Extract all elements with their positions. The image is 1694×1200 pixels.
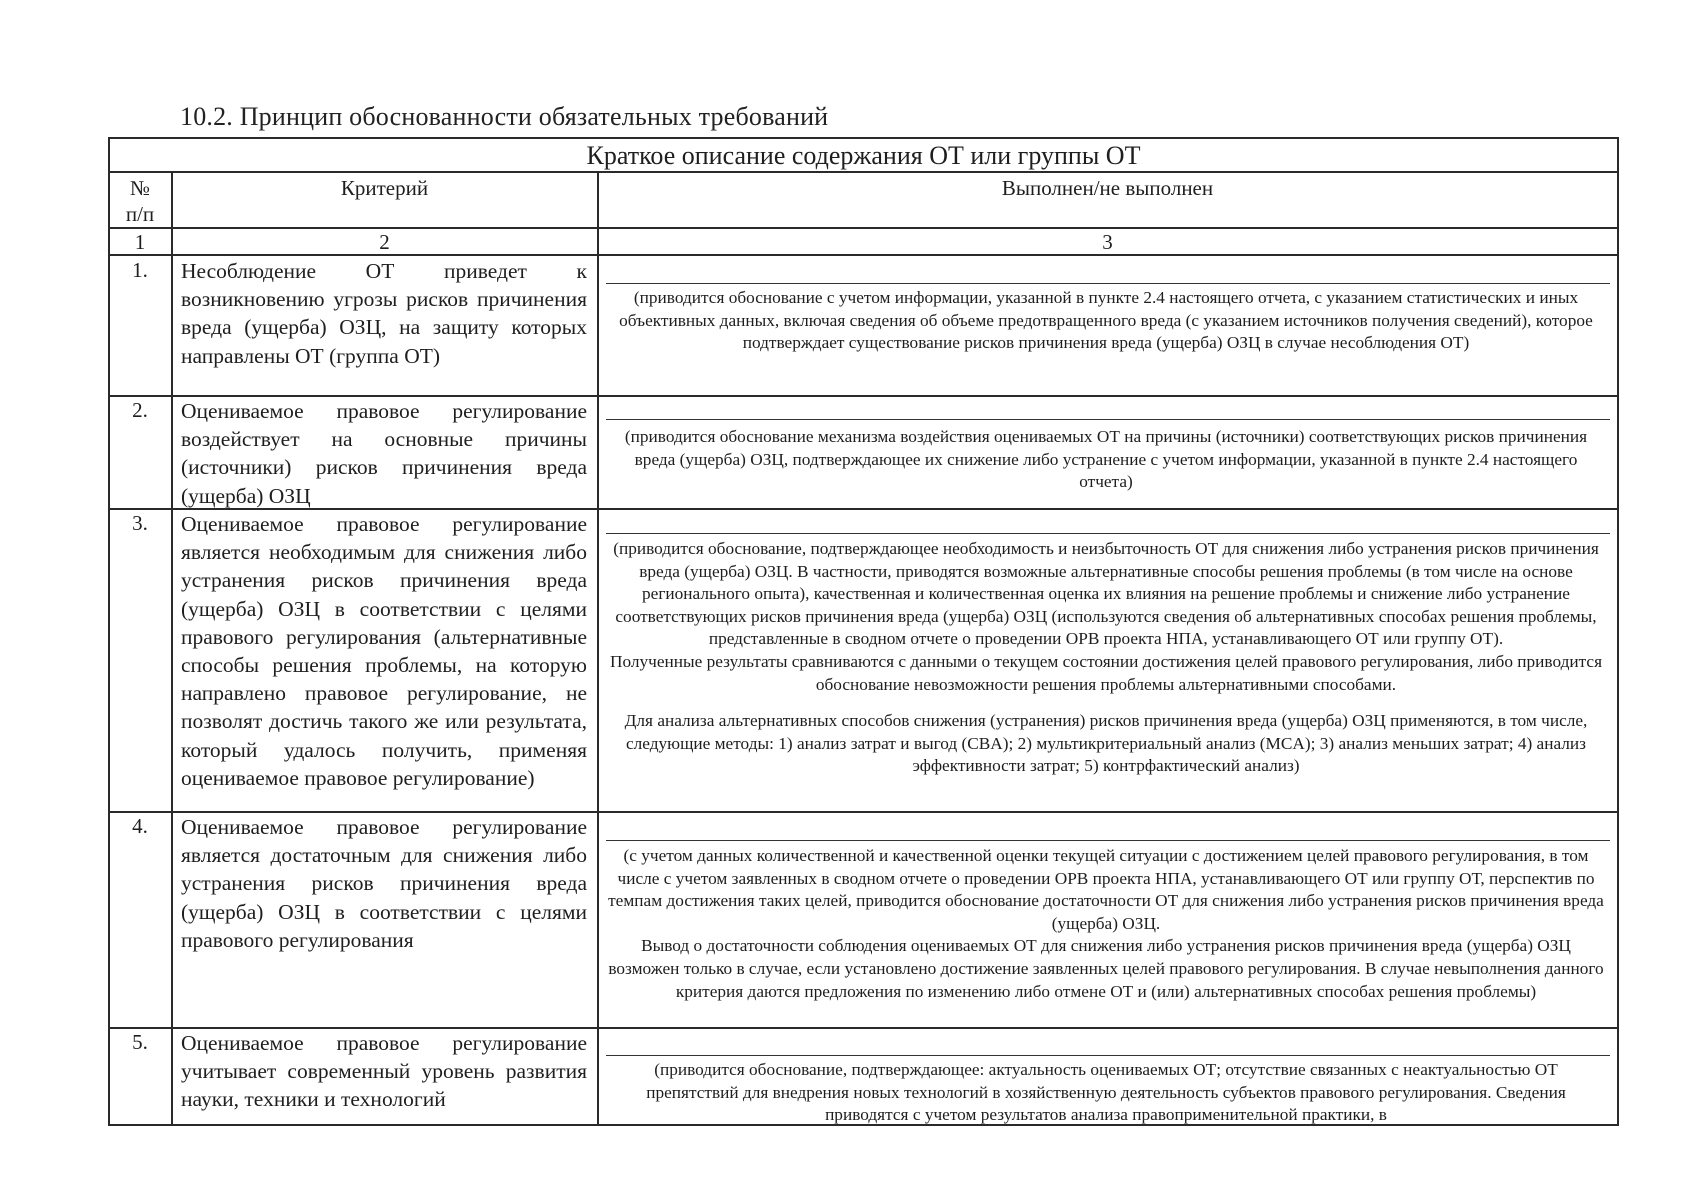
row-number: 2. xyxy=(132,398,148,422)
header-num-line1: № xyxy=(129,176,151,200)
description-paragraph: Для анализа альтернативных способов снижения (устранения) рисков причинения вреда (ущерба) ОЗЦ применяются, в том числе, следующие методы: 1) анализ затрат и выгод (CBA); 2) мультикритериальный анализ (MCA); 3) анализ меньших затрат; 4) анализ эффективности затрат; 5) контрфактический анализ) xyxy=(624,711,1588,776)
row-criterion: Оцениваемое правовое регулирование воздействует на основные причины (источники) рисков причинения вреда (ущерба) ОЗЦ xyxy=(181,399,587,508)
table-title: Краткое описание содержания ОТ или группы ОТ xyxy=(586,141,1141,170)
row-number: 3. xyxy=(132,511,148,535)
col-number-2: 2 xyxy=(379,230,390,254)
row-description xyxy=(606,1059,1606,1127)
row-description xyxy=(606,845,1606,1003)
table-rule xyxy=(597,171,599,1125)
table-rule xyxy=(108,171,1619,173)
col-number-3: 3 xyxy=(1102,230,1113,254)
description-paragraph: (приводится обоснование с учетом информации, указанной в пункте 2.4 настоящего отчета, с указанием статистических и иных объективных данных, включая сведения об объеме предотвращенного вреда (с указанием источников получения сведений), которое подтверждает существование рисков причинения вреда (ущерба) ОЗЦ в случае несоблюдения ОТ) xyxy=(619,288,1593,353)
description-paragraph: (приводится обоснование, подтверждающее: актуальность оцениваемых ОТ; отсутствие связанных с неактуальностью ОТ препятствий для внедрения новых технологий в хозяйственную деятельность субъектов правового регулирования. Сведения приводятся с учетом результатов анализа правоприменительной практики, в xyxy=(646,1060,1566,1125)
table-rule xyxy=(108,137,1619,139)
fill-line xyxy=(606,840,1610,841)
header-num-line2: п/п xyxy=(125,202,155,226)
header-num xyxy=(110,175,170,227)
section-heading: 10.2. Принцип обоснованности обязательных требований xyxy=(180,102,829,131)
description-paragraph: (с учетом данных количественной и качественной оценки текущей ситуации с достижением целей правового регулирования, в том числе с учетом заявленных в сводном отчете о проведении ОРВ проекта НПА, устанавливающего ОТ или группу ОТ, перспектив по темпам достижения таких целей, приводится обоснование достаточности ОТ для снижения либо устранения рисков причинения вреда (ущерба) ОЗЦ. xyxy=(608,846,1604,933)
description-paragraph: Вывод о достаточности соблюдения оцениваемых ОТ для снижения либо устранения рисков причинения вреда (ущерба) ОЗЦ возможен только в случае, если установлено достижение заявленных целей правового регулирования. В случае невыполнения данного критерия даются предложения по изменению либо отмене ОТ и (или) альтернативных способах решения проблемы) xyxy=(608,936,1604,1001)
row-criterion: Оцениваемое правовое регулирование является необходимым для снижения либо устранения рисков причинения вреда (ущерба) ОЗЦ в соответствии с целями правового регулирования (альтернативные способы решения проблемы, на которую направлено правовое регулирование, не позволят достичь такого же или результата, который удалось получить, применяя оцениваемое правовое регулирование) xyxy=(181,512,587,790)
row-criterion: Оцениваемое правовое регулирование является достаточным для снижения либо устранения рисков причинения вреда (ущерба) ОЗЦ в соответствии с целями правового регулирования xyxy=(181,815,587,952)
table-rule xyxy=(171,171,173,1125)
row-description xyxy=(606,426,1606,494)
row-number: 4. xyxy=(132,814,148,838)
fill-line xyxy=(606,1055,1610,1056)
description-paragraph: (приводится обоснование, подтверждающее необходимость и неизбыточность ОТ для снижения либо устранения рисков причинения вреда (ущерба) ОЗЦ. В частности, приводятся возможные альтернативные способы решения проблемы (в том числе на основе регионального опыта), качественная и количественная оценка их влияния на решение проблемы и снижение либо устранение соответствующих рисков причинения вреда (ущерба) ОЗЦ (используются сведения об альтернативных способах решения проблемы, представленные в сводном отчете о проведении ОРВ проекта НПА, устанавливающего ОТ или группу ОТ). xyxy=(613,539,1599,649)
fill-line xyxy=(606,283,1610,284)
description-paragraph: (приводится обоснование механизма воздействия оцениваемых ОТ на причины (источники) соответствующих рисков причинения вреда (ущерба) ОЗЦ, подтверждающее их снижение либо устранение с учетом информации, указанной в пункте 2.4 настоящего отчета) xyxy=(624,427,1588,492)
row-criterion: Оцениваемое правовое регулирование учитывает современный уровень развития науки, техники и технологий xyxy=(181,1031,587,1112)
fill-line xyxy=(606,419,1610,420)
row-number: 5. xyxy=(132,1030,148,1054)
row-criterion: Несоблюдение ОТ приведет к возникновению угрозы рисков причинения вреда (ущерба) ОЗЦ, на защиту которых направлены ОТ (группа ОТ) xyxy=(181,259,587,368)
table-rule xyxy=(108,137,110,1125)
row-description xyxy=(606,538,1606,778)
description-paragraph: Полученные результаты сравниваются с данными о текущем состоянии достижения целей правового регулирования, либо приводится обоснование невозможности решения проблемы альтернативными способами. xyxy=(609,651,1603,694)
col-number-1: 1 xyxy=(134,230,146,254)
fill-line xyxy=(606,533,1610,534)
row-description xyxy=(606,287,1606,355)
table-rule xyxy=(1617,137,1619,1125)
row-number: 1. xyxy=(132,258,148,282)
header-criterion: Критерий xyxy=(340,176,429,200)
header-status: Выполнен/не выполнен xyxy=(1001,176,1214,200)
